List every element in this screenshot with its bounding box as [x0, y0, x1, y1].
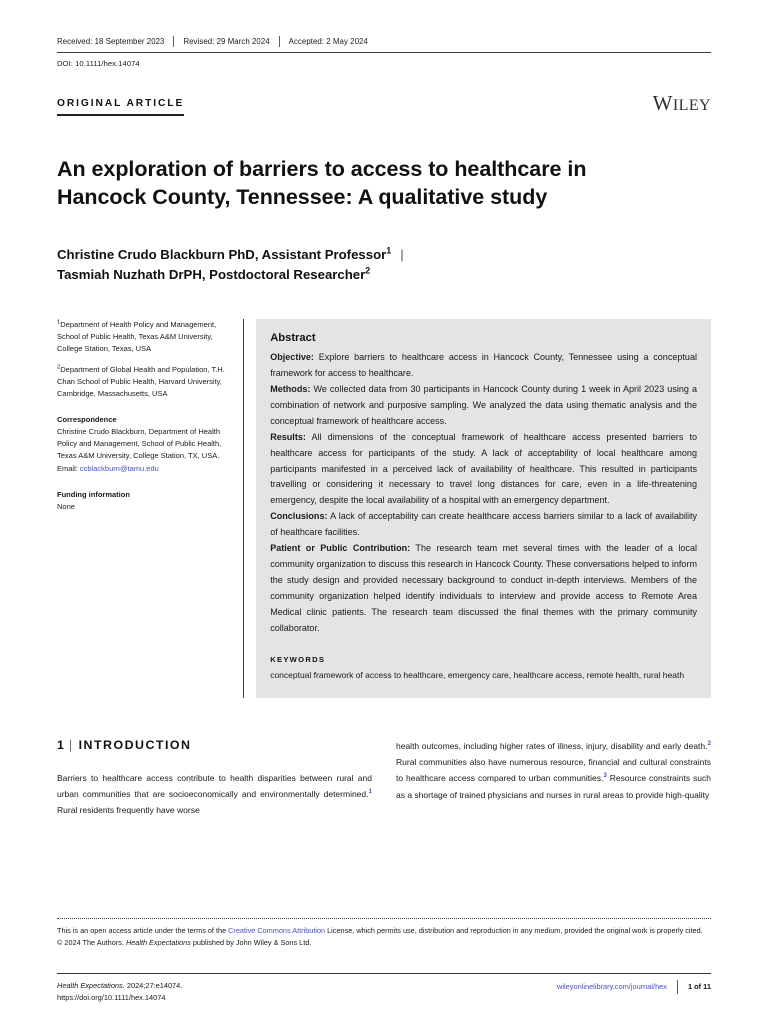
abstract-paragraph — [270, 350, 697, 382]
article-type-row — [57, 93, 711, 116]
intro-text-run: Barriers to healthcare access contribute to health disparities between rural and urban communities that are socioeconomically and environmentally determined. — [57, 772, 372, 800]
abstract-section-text: Explore barriers to healthcare access in Hancock County, Tennessee using a conceptual framework for access to healthcare. — [270, 352, 697, 379]
funding-text: None — [57, 501, 75, 511]
footer-divider — [677, 980, 678, 994]
abstract-section-text: We collected data from 30 participants in Hancock County during 1 week in April 2023 using a combination of network and purposive sampling. We analyzed the data using thematic analysis and the conceptual framework of healthcare access. — [270, 383, 697, 426]
footer-right — [557, 980, 711, 994]
section-heading-introduction — [57, 738, 372, 752]
funding-label: Funding information — [57, 489, 130, 499]
author-entry — [57, 247, 391, 262]
section-number: 1 — [57, 737, 64, 752]
author-name: Tasmiah Nuzhath DrPH, Postdoctoral Researcher — [57, 267, 366, 283]
wiley-logo-rest: ILEY — [672, 97, 711, 115]
author-list — [57, 245, 711, 285]
intro-paragraph-right — [396, 738, 711, 803]
abstract-section-label: Conclusions: — [270, 511, 328, 522]
correspondence-label: Correspondence — [57, 414, 117, 424]
affiliation-text: Department of Health Policy and Management, School of Public Health, Texas A&M University, College Station, Texas, USA — [57, 320, 217, 354]
email-label: Email: — [57, 463, 80, 473]
abstract-section-text: A lack of acceptability can create healthcare access barriers similar to a lack of availability of healthcare facilities. — [270, 511, 697, 538]
intro-text-run: Rural communities also have numerous resource, financial and cultural constraints to healthcare access compared to urban communities. — [396, 757, 711, 784]
abstract-section-label: Methods: — [270, 383, 311, 394]
abstract-section-label: Objective: — [270, 352, 314, 363]
license-footer — [57, 918, 711, 949]
footer-row — [57, 974, 711, 1004]
footer-citation — [57, 980, 182, 1004]
abstract-section-text: All dimensions of the conceptual framework of healthcare access presented barriers to healthcare access for participants of the study. A lack of acceptability of local healthcare among participants manifested in a perceived lack of availability of healthcare. This resulted in participants travelling or considering it necessary to travel long distances for care, even in a life-threatening emergency, despite the local availability of a hospital with an emergency department. — [270, 431, 697, 506]
citation-ref[interactable]: 3 — [603, 772, 607, 780]
body-columns — [57, 738, 711, 819]
affiliations-column — [57, 319, 243, 698]
affiliation-item — [57, 364, 233, 400]
correspondence-email-link[interactable]: ccblackburn@tamu.edu — [79, 463, 159, 473]
license-prefix: This is an open access article under the terms of the — [57, 926, 229, 935]
author-separator: | — [400, 246, 404, 262]
abstract-section-label: Patient or Public Contribution: — [270, 543, 411, 554]
doi-text: DOI: 10.1111/hex.14074 — [57, 59, 140, 69]
correspondence-block — [57, 414, 233, 475]
keywords-heading: KEYWORDS — [270, 654, 326, 664]
wiley-logo-initial: W — [652, 91, 673, 116]
abstract-section-text: The research team met several times with the leader of a local community organization to discuss this research in Hancock County. These conversations helped to inform the study design and provided necessary background to conduct in-depth interviews. Members of the community organization helped identify individuals to interview and provide access to Remote Area Medical clinic patients. The research team discussed the final themes with the primary community collaborator. — [270, 543, 697, 633]
author-entry — [57, 267, 370, 282]
abstract-box — [256, 319, 711, 698]
intro-text-run: Resource constraints such as a shortage of trained physicians and nurses in rural areas to provide high-quality — [396, 773, 711, 800]
journal-homepage-link[interactable]: wileyonlinelibrary.com/journal/hex — [557, 982, 667, 992]
page-indicator: 1 of 11 — [687, 982, 711, 992]
abstract-paragraph — [270, 430, 697, 510]
correspondence-text — [57, 426, 233, 475]
page-footer — [57, 973, 711, 1004]
affiliation-text: Department of Global Health and Population, T.H. Chan School of Public Health, Harvard University, Cambridge, Massachusetts, USA — [57, 364, 225, 398]
license-text — [57, 925, 711, 937]
author-affiliation-marker: 1 — [386, 245, 392, 256]
wiley-logo — [653, 93, 711, 116]
section-separator: | — [68, 737, 74, 752]
abstract-heading: Abstract — [270, 332, 316, 345]
body-column-right — [396, 738, 711, 819]
abstract-vertical-rule — [243, 319, 244, 698]
footer-journal-name: Health Expectations. — [57, 981, 125, 990]
abstract-paragraph — [270, 541, 697, 637]
section-title: INTRODUCTION — [78, 737, 192, 752]
footer-doi-url[interactable]: https://doi.org/10.1111/hex.14074 — [57, 992, 166, 1002]
funding-block — [57, 489, 233, 513]
affiliation-item — [57, 319, 233, 355]
accepted-date: Accepted: 2 May 2024 — [288, 37, 368, 46]
copyright-suffix: published by John Wiley & Sons Ltd. — [190, 937, 312, 947]
copyright-text — [57, 937, 711, 949]
abstract-paragraph — [270, 382, 697, 430]
abstract-paragraph — [270, 509, 697, 541]
article-history — [57, 36, 711, 52]
citation-ref[interactable]: 1 — [368, 788, 372, 796]
correspondence-address: Christine Crudo Blackburn, Department of Health Policy and Management, School of Public Health, Texas A&M University, College Station, TX, USA. — [57, 427, 222, 461]
license-divider — [57, 918, 711, 919]
abstract-section-label: Results: — [270, 431, 306, 442]
affiliation-marker: 1 — [57, 319, 61, 326]
citation-ref[interactable]: 2 — [707, 740, 711, 748]
intro-text-run: Rural residents frequently have worse — [57, 805, 200, 816]
head-block — [57, 319, 711, 698]
revised-date: Revised: 29 March 2024 — [183, 37, 270, 46]
copyright-journal: Health Expectations — [125, 937, 191, 947]
copyright-prefix: © 2024 The Authors. — [57, 937, 126, 947]
body-column-left — [57, 738, 372, 819]
intro-paragraph-left — [57, 770, 372, 819]
affiliation-marker: 2 — [57, 364, 61, 371]
page-content — [57, 36, 711, 819]
received-date: Received: 18 September 2023 — [57, 37, 165, 46]
author-affiliation-marker: 2 — [365, 265, 371, 276]
author-name: Christine Crudo Blackburn PhD, Assistant Professor — [57, 246, 387, 262]
page-title: An exploration of barriers to access to healthcare in Hancock County, Tennessee: A qualitative study — [57, 157, 587, 210]
license-suffix: License, which permits use, distribution and reproduction in any medium, provided the original work is properly cited. — [325, 926, 703, 935]
creative-commons-link[interactable]: Creative Commons Attribution — [228, 926, 326, 935]
intro-text-run: health outcomes, including higher rates of illness, injury, disability and early death. — [396, 740, 708, 751]
footer-citation-rest: 2024;27:e14074. — [124, 981, 183, 990]
article-type-label: ORIGINAL ARTICLE — [57, 98, 184, 116]
keywords-list: conceptual framework of access to healthcare, emergency care, healthcare access, remote health, rural heath — [270, 669, 685, 680]
